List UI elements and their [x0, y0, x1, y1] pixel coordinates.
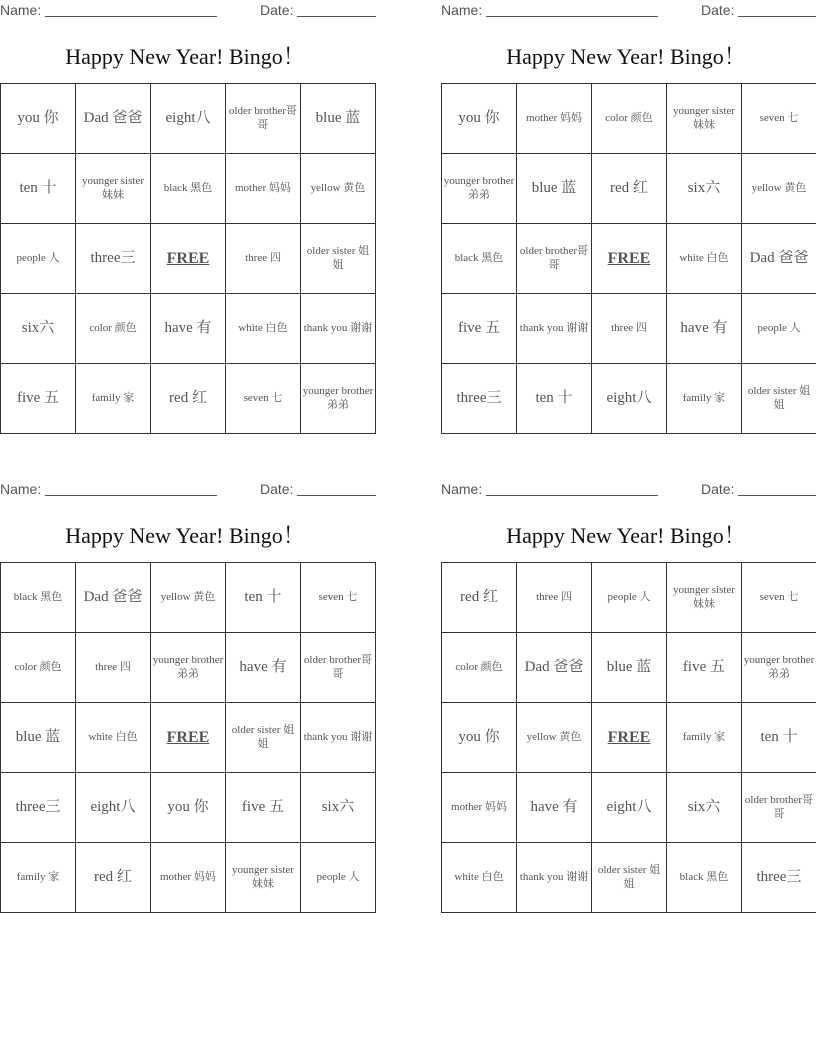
- bingo-cell: family 家: [76, 364, 151, 434]
- bingo-row: [442, 633, 816, 703]
- name-blank-line: [486, 16, 658, 17]
- bingo-cell: mother 妈妈: [226, 154, 301, 224]
- bingo-cell: family 家: [1, 843, 76, 913]
- name-date-header: [441, 2, 816, 20]
- bingo-row: [1, 154, 376, 224]
- bingo-cell: you 你: [1, 84, 76, 154]
- bingo-cell: younger brother 弟弟: [150, 633, 225, 703]
- bingo-cell: older sister 姐姐: [300, 224, 375, 294]
- bingo-cell: six六: [666, 773, 741, 843]
- bingo-cell: eight八: [591, 773, 666, 843]
- bingo-row: [1, 563, 376, 633]
- bingo-cell: older brother哥哥: [517, 224, 592, 294]
- card-title: Happy New Year! Bingo！: [506, 44, 746, 69]
- free-space-cell: FREE: [591, 703, 666, 773]
- date-blank-line: [738, 16, 816, 17]
- bingo-cell: yellow 黄色: [517, 703, 592, 773]
- bingo-cell: eight八: [75, 773, 150, 843]
- bingo-cell: three 四: [226, 224, 301, 294]
- bingo-cell: five 五: [225, 773, 300, 843]
- bingo-cell: red 红: [442, 563, 517, 633]
- bingo-cell: people 人: [300, 843, 375, 913]
- name-date-header: [0, 2, 376, 20]
- bingo-cell: seven 七: [741, 563, 816, 633]
- bingo-grid: [441, 562, 816, 913]
- bingo-cell: younger sister 妹妹: [666, 563, 741, 633]
- bingo-cell: younger brother 弟弟: [300, 364, 375, 434]
- bingo-cell: eight八: [151, 84, 226, 154]
- bingo-cell: five 五: [666, 633, 741, 703]
- card-title: Happy New Year! Bingo！: [65, 44, 305, 69]
- bingo-cell: five 五: [442, 294, 517, 364]
- bingo-cell: younger brother 弟弟: [741, 633, 816, 703]
- date-label: Date:: [260, 2, 294, 18]
- bingo-cell: have 有: [151, 294, 226, 364]
- bingo-cell: people 人: [741, 294, 816, 364]
- date-blank-line: [297, 495, 376, 496]
- bingo-cell: younger sister 妹妹: [666, 84, 741, 154]
- bingo-cell: family 家: [666, 703, 741, 773]
- bingo-grid: [0, 83, 376, 434]
- bingo-cell: three三: [741, 843, 816, 913]
- bingo-cell: blue 蓝: [517, 154, 592, 224]
- bingo-cell: thank you 谢谢: [517, 843, 592, 913]
- bingo-cell: younger brother 弟弟: [442, 154, 517, 224]
- bingo-cell: people 人: [1, 224, 76, 294]
- bingo-cell: people 人: [591, 563, 666, 633]
- bingo-cell: three三: [442, 364, 517, 434]
- bingo-cell: eight八: [591, 364, 666, 434]
- name-date-header: [441, 481, 816, 499]
- bingo-row: [1, 294, 376, 364]
- bingo-cell: have 有: [666, 294, 741, 364]
- date-label: Date:: [701, 481, 735, 497]
- card-title: Happy New Year! Bingo！: [506, 523, 746, 548]
- bingo-cell: older brother哥哥: [226, 84, 301, 154]
- bingo-cell: color 颜色: [1, 633, 76, 703]
- bingo-row: [442, 563, 816, 633]
- date-label: Date:: [701, 2, 735, 18]
- bingo-cell: black 黑色: [666, 843, 741, 913]
- bingo-row: [442, 224, 816, 294]
- bingo-cell: you 你: [442, 84, 517, 154]
- bingo-cell: blue 蓝: [591, 633, 666, 703]
- bingo-cell: ten 十: [517, 364, 592, 434]
- bingo-cell: seven 七: [300, 563, 375, 633]
- bingo-cell: red 红: [75, 843, 150, 913]
- name-blank-line: [45, 16, 217, 17]
- bingo-cell: yellow 黄色: [150, 563, 225, 633]
- bingo-row: [442, 773, 816, 843]
- bingo-cell: red 红: [591, 154, 666, 224]
- bingo-row: [1, 773, 376, 843]
- bingo-row: [442, 154, 816, 224]
- bingo-cell: ten 十: [225, 563, 300, 633]
- bingo-cell: white 白色: [442, 843, 517, 913]
- bingo-cell: seven 七: [226, 364, 301, 434]
- bingo-cell: white 白色: [226, 294, 301, 364]
- bingo-cell: thank you 谢谢: [517, 294, 592, 364]
- bingo-cell: Dad 爸爸: [76, 84, 151, 154]
- bingo-row: [1, 84, 376, 154]
- bingo-cell: you 你: [150, 773, 225, 843]
- bingo-cell: ten 十: [1, 154, 76, 224]
- bingo-cell: Dad 爸爸: [75, 563, 150, 633]
- name-label: Name:: [0, 481, 42, 497]
- name-date-header: [0, 481, 376, 499]
- bingo-cell: three三: [1, 773, 76, 843]
- bingo-cell: white 白色: [666, 224, 741, 294]
- bingo-cell: color 颜色: [76, 294, 151, 364]
- bingo-cell: older sister 姐姐: [741, 364, 816, 434]
- bingo-row: [442, 294, 816, 364]
- name-blank-line: [486, 495, 658, 496]
- bingo-cell: three 四: [75, 633, 150, 703]
- bingo-cell: younger sister 妹妹: [76, 154, 151, 224]
- bingo-cell: older brother哥哥: [741, 773, 816, 843]
- bingo-row: [442, 84, 816, 154]
- bingo-cell: color 颜色: [591, 84, 666, 154]
- bingo-row: [442, 364, 816, 434]
- date-blank-line: [297, 16, 376, 17]
- bingo-cell: thank you 谢谢: [300, 703, 375, 773]
- bingo-cell: family 家: [666, 364, 741, 434]
- bingo-cell: white 白色: [75, 703, 150, 773]
- bingo-cell: blue 蓝: [300, 84, 375, 154]
- bingo-cell: older brother哥哥: [300, 633, 375, 703]
- free-space-cell: FREE: [150, 703, 225, 773]
- bingo-cell: ten 十: [741, 703, 816, 773]
- bingo-row: [1, 633, 376, 703]
- bingo-cell: red 红: [151, 364, 226, 434]
- bingo-cell: older sister 姐姐: [591, 843, 666, 913]
- date-blank-line: [738, 495, 816, 496]
- bingo-cell: Dad 爸爸: [741, 224, 816, 294]
- bingo-row: [442, 843, 816, 913]
- bingo-row: [1, 703, 376, 773]
- date-label: Date:: [260, 481, 294, 497]
- name-label: Name:: [0, 2, 42, 18]
- bingo-cell: black 黑色: [151, 154, 226, 224]
- bingo-cell: three 四: [517, 563, 592, 633]
- bingo-cell: yellow 黄色: [741, 154, 816, 224]
- bingo-cell: six六: [1, 294, 76, 364]
- bingo-row: [1, 843, 376, 913]
- bingo-cell: three 四: [591, 294, 666, 364]
- bingo-cell: black 黑色: [1, 563, 76, 633]
- bingo-cell: you 你: [442, 703, 517, 773]
- bingo-cell: blue 蓝: [1, 703, 76, 773]
- bingo-row: [442, 703, 816, 773]
- free-space-cell: FREE: [591, 224, 666, 294]
- bingo-grid: [0, 562, 376, 913]
- bingo-cell: three三: [76, 224, 151, 294]
- bingo-cell: six六: [666, 154, 741, 224]
- bingo-cell: Dad 爸爸: [517, 633, 592, 703]
- name-label: Name:: [441, 481, 483, 497]
- name-label: Name:: [441, 2, 483, 18]
- bingo-cell: six六: [300, 773, 375, 843]
- free-space-cell: FREE: [151, 224, 226, 294]
- bingo-cell: color 颜色: [442, 633, 517, 703]
- bingo-cell: have 有: [517, 773, 592, 843]
- bingo-cell: mother 妈妈: [517, 84, 592, 154]
- bingo-cell: younger sister 妹妹: [225, 843, 300, 913]
- bingo-cell: black 黑色: [442, 224, 517, 294]
- bingo-cell: thank you 谢谢: [300, 294, 375, 364]
- bingo-cell: yellow 黄色: [300, 154, 375, 224]
- bingo-cell: mother 妈妈: [442, 773, 517, 843]
- bingo-cell: seven 七: [741, 84, 816, 154]
- bingo-cell: have 有: [225, 633, 300, 703]
- bingo-row: [1, 224, 376, 294]
- bingo-row: [1, 364, 376, 434]
- bingo-cell: five 五: [1, 364, 76, 434]
- bingo-cell: mother 妈妈: [150, 843, 225, 913]
- bingo-grid: [441, 83, 816, 434]
- name-blank-line: [45, 495, 217, 496]
- card-title: Happy New Year! Bingo！: [65, 523, 305, 548]
- bingo-cell: older sister 姐姐: [225, 703, 300, 773]
